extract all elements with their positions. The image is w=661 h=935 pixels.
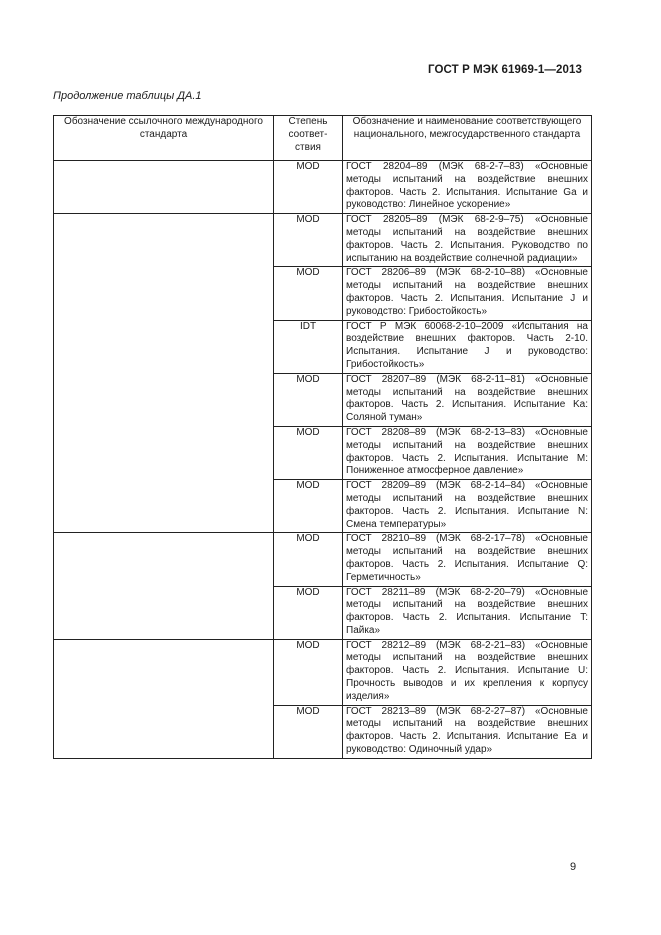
national-standard-cell: ГОСТ 28204–89 (МЭК 68-2-7–83) «Основные методы испытаний на воздействие внешних факторов. Часть 2. Испытания. Испытание Ga и руководство: Линейное ускорение»: [343, 161, 592, 214]
national-standard-cell: ГОСТ 28205–89 (МЭК 68-2-9–75) «Основные методы испытаний на воздействие внешних факторов. Часть 2. Испытания. Руководство по испытанию на воздействие солнечной радиации»: [343, 214, 592, 267]
table-row: [54, 533, 592, 586]
table-header-row: [54, 116, 592, 161]
degree-cell: MOD: [274, 586, 343, 639]
degree-cell: MOD: [274, 373, 343, 426]
degree-cell: MOD: [274, 480, 343, 533]
page-number: 9: [570, 861, 577, 873]
national-standard-cell: ГОСТ 28210–89 (МЭК 68-2-17–78) «Основные методы испытаний на воздействие внешних факторов. Часть 2. Испытания. Испытание Q: Герметичность»: [343, 533, 592, 586]
reference-cell: [54, 533, 274, 639]
table-row: [54, 639, 592, 705]
table-caption: Продолжение таблицы ДА.1: [53, 90, 202, 102]
column-header-degree: Степень соответ-ствия: [274, 116, 343, 161]
degree-cell: MOD: [274, 639, 343, 705]
reference-cell: [54, 214, 274, 533]
national-standard-cell: ГОСТ 28211–89 (МЭК 68-2-20–79) «Основные методы испытаний на воздействие внешних факторов. Часть 2. Испытания. Испытание T: Пайка»: [343, 586, 592, 639]
degree-cell: MOD: [274, 705, 343, 758]
document-code: ГОСТ Р МЭК 61969-1—2013: [428, 64, 582, 76]
degree-cell: MOD: [274, 214, 343, 267]
national-standard-cell: ГОСТ 28206–89 (МЭК 68-2-10–88) «Основные методы испытаний на воздействие внешних факторов. Часть 2. Испытания. Испытание J и руководство: Грибостойкость»: [343, 267, 592, 320]
degree-cell: MOD: [274, 267, 343, 320]
national-standard-cell: ГОСТ 28212–89 (МЭК 68-2-21–83) «Основные методы испытаний на воздействие внешних факторов. Часть 2. Испытания. Испытание U: Прочность выводов и их крепления к корпусу изделия»: [343, 639, 592, 705]
column-header-reference: Обозначение ссылочного международного стандарта: [54, 116, 274, 161]
table-row: [54, 161, 592, 214]
column-header-national: Обозначение и наименование соответствующего национального, межгосударственного стандарта: [343, 116, 592, 161]
degree-cell: MOD: [274, 533, 343, 586]
table-row: [54, 214, 592, 267]
national-standard-cell: ГОСТ 28209–89 (МЭК 68-2-14–84) «Основные методы испытаний на воздействие внешних факторов. Часть 2. Испытания. Испытание N: Смена температуры»: [343, 480, 592, 533]
degree-cell: MOD: [274, 426, 343, 479]
national-standard-cell: ГОСТ 28213–89 (МЭК 68-2-27–87) «Основные методы испытаний на воздействие внешних факторов. Часть 2. Испытания. Испытание Ea и руководство: Одиночный удар»: [343, 705, 592, 758]
national-standard-cell: ГОСТ Р МЭК 60068-2-10–2009 «Испытания на воздействие внешних факторов. Часть 2-10. Испытания. Испытание J и руководство: Грибостойкость»: [343, 320, 592, 373]
standards-table: [53, 115, 592, 759]
degree-cell: MOD: [274, 161, 343, 214]
national-standard-cell: ГОСТ 28208–89 (МЭК 68-2-13–83) «Основные методы испытаний на воздействие внешних факторов. Часть 2. Испытания. Испытание M: Пониженное атмосферное давление»: [343, 426, 592, 479]
national-standard-cell: ГОСТ 28207–89 (МЭК 68-2-11–81) «Основные методы испытаний на воздействие внешних факторов. Часть 2. Испытания. Испытание Ka: Соляной туман»: [343, 373, 592, 426]
reference-cell: [54, 639, 274, 758]
degree-cell: IDT: [274, 320, 343, 373]
reference-cell: [54, 161, 274, 214]
